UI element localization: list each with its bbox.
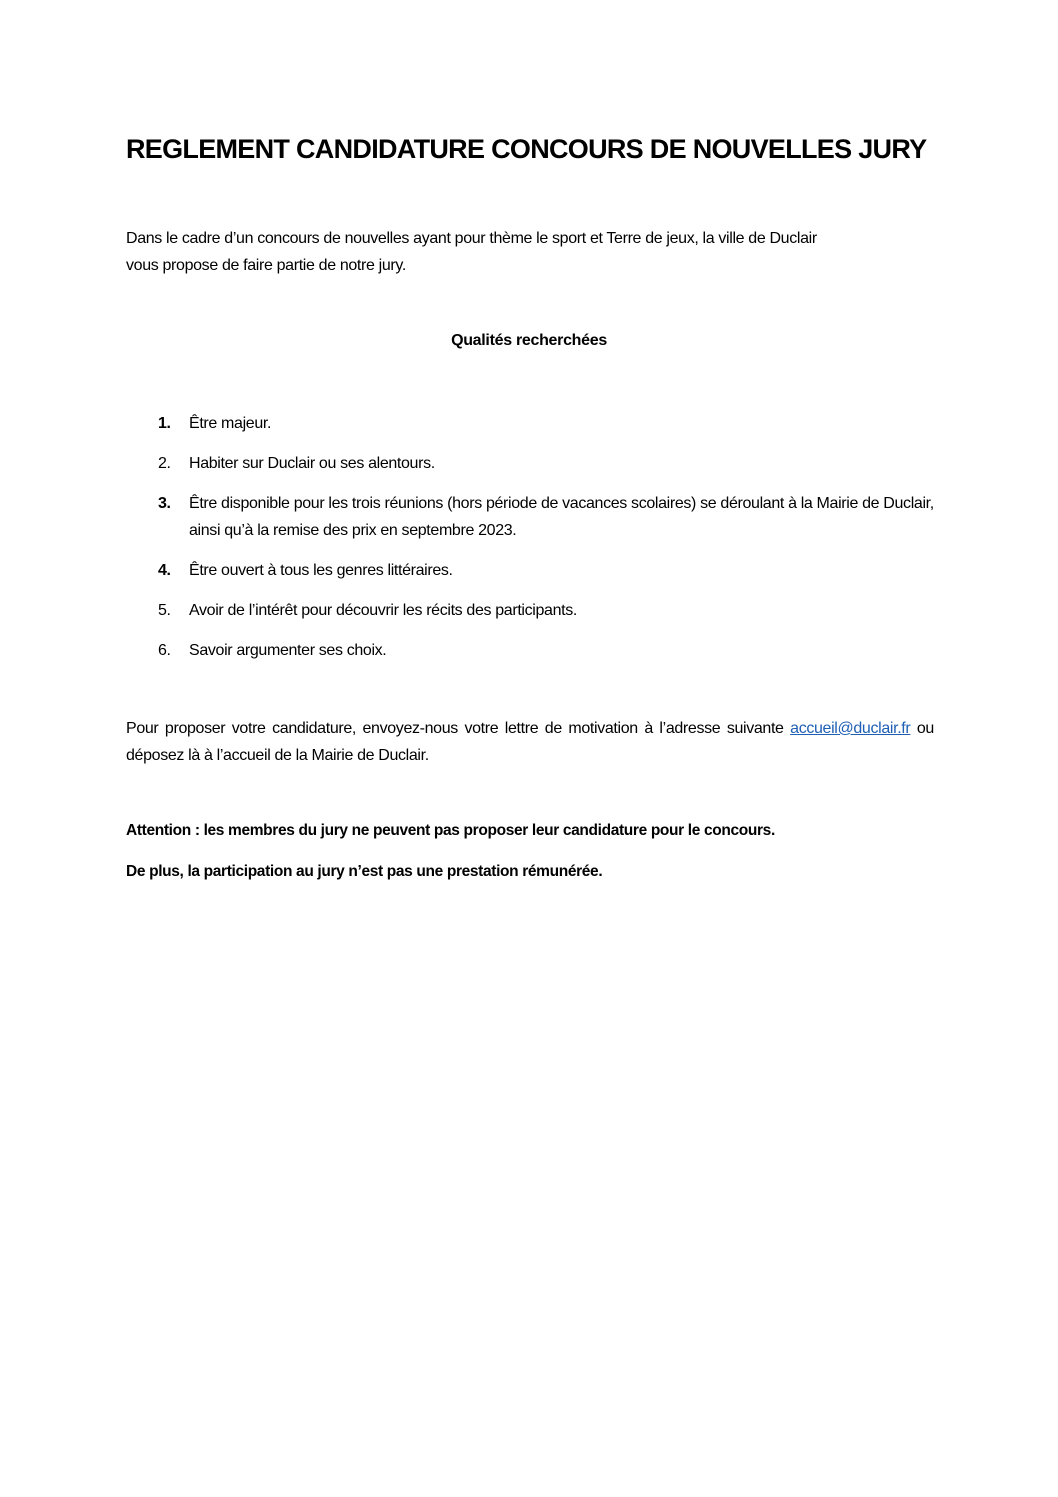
list-item-text: Avoir de l’intérêt pour découvrir les récits des participants. <box>189 602 577 619</box>
list-item-number: 3. <box>158 495 171 512</box>
list-item-text: Être ouvert à tous les genres littéraires. <box>189 562 453 579</box>
contact-paragraph <box>126 715 934 769</box>
contact-text-after: ou déposez là à l’accueil de la Mairie de Duclair. <box>126 720 934 764</box>
list-item-text: Être disponible pour les trois réunions (hors période de vacances scolaires) se déroulant à la Mairie de Duclair, ainsi qu’à la remise des prix en septembre 2023. <box>189 495 934 539</box>
warning-candidacy: Attention : les membres du jury ne peuvent pas proposer leur candidature pour le concours. <box>126 822 775 839</box>
list-item-number: 1. <box>158 415 171 432</box>
list-item <box>126 410 934 437</box>
section-heading-qualities: Qualités recherchées <box>451 332 607 349</box>
list-item-number: 4. <box>158 562 171 579</box>
list-item-text: Savoir argumenter ses choix. <box>189 642 387 659</box>
list-item-text: Habiter sur Duclair ou ses alentours. <box>189 455 435 472</box>
qualities-list <box>126 410 934 677</box>
list-item-number: 6. <box>158 642 171 659</box>
document-title: REGLEMENT CANDIDATURE CONCOURS DE NOUVELLES JURY <box>126 134 927 164</box>
list-item <box>126 450 934 477</box>
list-item <box>126 557 934 584</box>
list-item-text: Être majeur. <box>189 415 272 432</box>
list-item <box>126 637 934 664</box>
intro-line-2: vous propose de faire partie de notre jury. <box>126 257 406 274</box>
list-item <box>126 597 934 624</box>
email-link[interactable]: accueil@duclair.fr <box>790 720 911 737</box>
warning-unpaid: De plus, la participation au jury n’est pas une prestation rémunérée. <box>126 863 603 880</box>
intro-line-1: Dans le cadre d’un concours de nouvelles ayant pour thème le sport et Terre de jeux, la ville de Duclair <box>126 230 817 247</box>
list-item <box>126 490 934 544</box>
list-item-number: 5. <box>158 602 171 619</box>
list-item-number: 2. <box>158 455 171 472</box>
contact-text-before: Pour proposer votre candidature, envoyez-nous votre lettre de motivation à l’adresse suivante <box>126 720 784 737</box>
intro-paragraph <box>126 225 934 279</box>
